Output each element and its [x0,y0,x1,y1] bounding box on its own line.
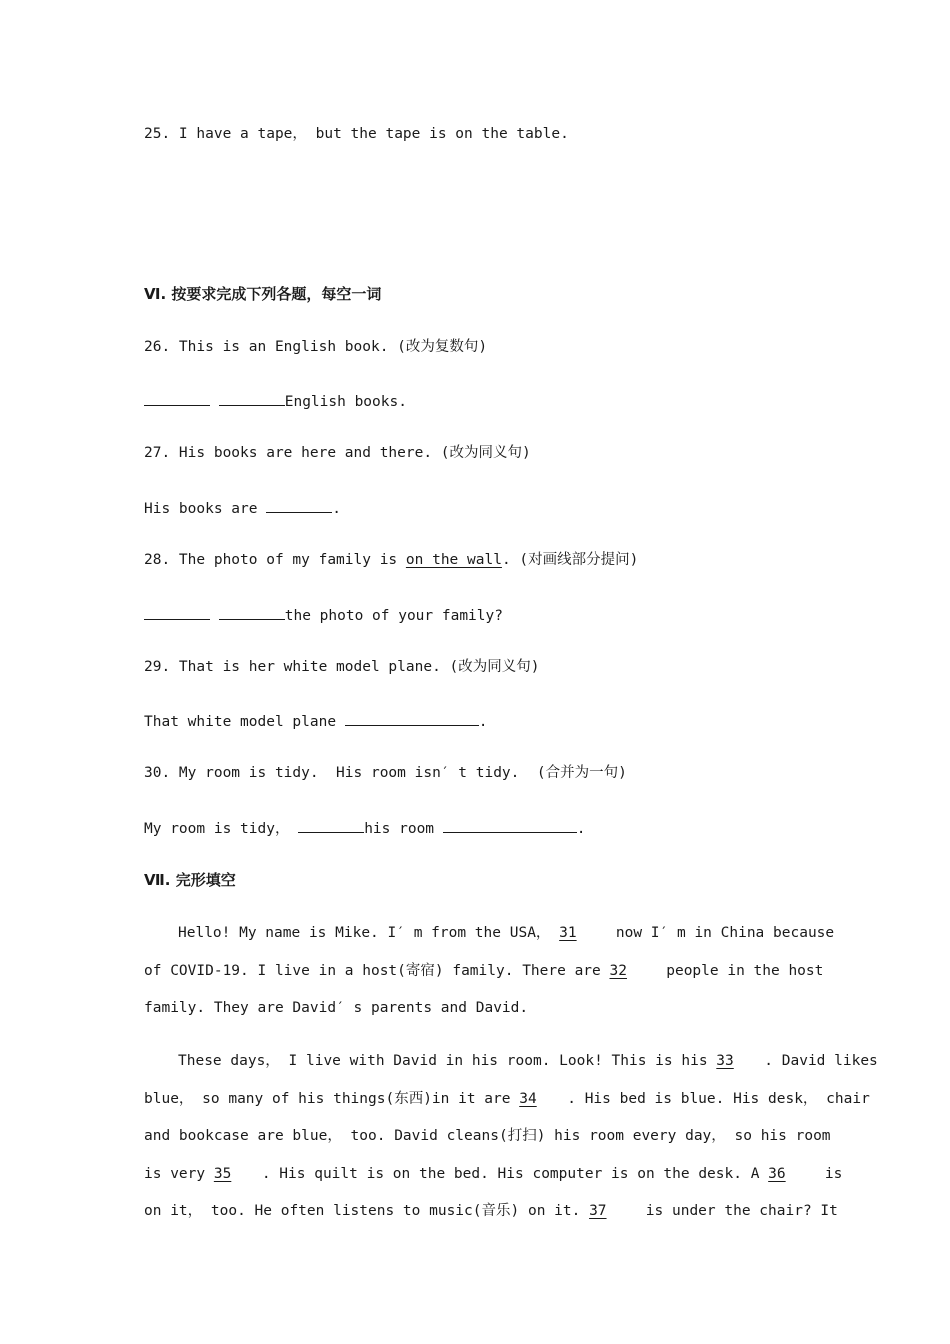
answer-blank[interactable] [144,390,210,406]
question-30-prompt: 30. My room is tidy. His room isn′ t tidy. (合并为一句) [144,765,627,781]
section-6-title: Ⅵ. 按要求完成下列各题，每空一词 [144,285,382,303]
passage-line: These days， I live with David in his room. Look! This is his 33 . David likes [144,1043,806,1081]
blank-number[interactable]: 32 [609,962,627,979]
answer-blank[interactable] [266,497,332,513]
blank-number[interactable]: 31 [559,925,577,941]
answer-blank[interactable] [298,817,364,833]
passage-line: blue， so many of his things(东西)in it are 34 . His bed is blue. His desk， chair [144,1081,806,1119]
question-26-prompt: 26. This is an English book. (改为复数句) [144,339,488,355]
passage-line: Hello! My name is Mike. I′ m from the USA， 31 now I′ m in China because [144,915,806,953]
underlined-phrase: on the wall [405,552,502,568]
question-25: 25. I have a tape， but the tape is on the table. [144,126,569,142]
prompt-text: 28. The photo of my family is [144,552,406,568]
blank-number[interactable]: 35 [213,1165,232,1182]
passage-line: on it， too. He often listens to music(音乐) on it. 37 is under the chair? It [144,1193,806,1231]
question-29-prompt: 29. That is her white model plane. (改为同义句) [144,659,540,675]
answer-head: His books are [144,501,267,517]
answer-tail: . [576,821,586,837]
passage-line: is very 35 . His quilt is on the bed. His computer is on the desk. A 36 is [144,1156,806,1194]
answer-head: My room is tidy， [144,821,299,837]
blank-number[interactable]: 37 [589,1203,607,1219]
blank-number[interactable]: 33 [716,1053,734,1069]
answer-head: That white model plane [144,714,345,730]
question-29-answer-line [144,710,488,732]
blank-number[interactable]: 34 [519,1090,537,1107]
question-26-answer-line [144,390,407,412]
prompt-text: . (对画线部分提问) [501,552,639,568]
question-28-prompt [144,550,638,570]
answer-tail: . [332,501,341,517]
answer-blank[interactable] [219,604,285,620]
passage-line: of COVID-19. I live in a host(寄宿) family. There are 32 people in the host [144,953,806,991]
passage-line: and bookcase are blue， too. David cleans(打扫) his room every day， so his room [144,1128,831,1144]
passage-line: family. They are David′ s parents and David. [144,1000,529,1016]
blank-number[interactable]: 36 [768,1165,786,1182]
answer-blank[interactable] [443,817,577,833]
question-27-answer-line [144,497,341,519]
answer-blank[interactable] [144,604,210,620]
answer-mid: his room [364,821,443,837]
question-28-answer-line [144,604,503,626]
section-7-title: Ⅶ. 完形填空 [144,871,236,889]
answer-tail: . [478,714,488,730]
passage-paragraph-2 [144,1043,878,1231]
question-27-prompt: 27. His books are here and there. (改为同义句) [144,445,531,461]
passage-paragraph-1 [144,915,835,1028]
answer-tail: English books. [284,394,407,410]
question-30-answer-line [144,817,586,839]
answer-blank[interactable] [219,390,285,406]
answer-blank[interactable] [345,710,479,726]
answer-tail: the photo of your family? [284,608,503,624]
